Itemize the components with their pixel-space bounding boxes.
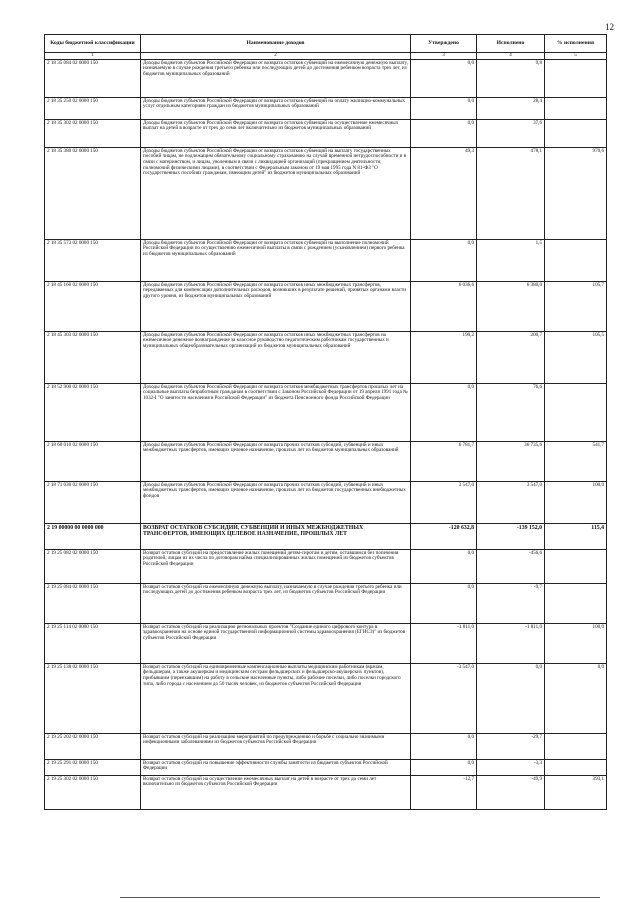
table-row: [45, 523, 607, 549]
percent-cell: [545, 119, 607, 147]
income-table: [44, 34, 607, 810]
name-cell: Доходы бюджетов субъектов Российской Федерации от возврата остатков иных межбюджетных трансфертов, передаваемых для компенсации дополнительных расходов, возникших в результате решений, принятых органами власти другого уровня, из бюджетов муниципальных образований: [141, 281, 411, 331]
executed-cell: 200,7: [477, 331, 545, 383]
executed-cell: -9,7: [477, 583, 545, 623]
code-cell: 2 18 45 160 02 0000 150: [45, 281, 141, 331]
name-cell: Доходы бюджетов субъектов Российской Федерации от возврата прочих остатков субсидий, субвенций и иных межбюджетных трансфертов, имеющих целевое назначение, прошлых лет из бюджетов государственных внебюджетных фондов: [141, 481, 411, 523]
table-row: [45, 733, 607, 759]
executed-cell: -29,7: [477, 733, 545, 759]
executed-cell: 3 547,0: [477, 481, 545, 523]
executed-cell: -139 152,0: [477, 523, 545, 549]
name-cell: Возврат остатков субсидий на единовременные компенсационные выплаты медицинским работникам (врачам, фельдшерам, а также акушеркам и медицинским сестрам фельдшерских и фельдшерско-акушерских пунктов), прибывшим (переехавшим) на работу в сельские населенные пункты, либо рабочие поселки, либо поселки городского типа, либо города с населением до 50 тысяч человек, из бюджетов субъектов Российской Федерации: [141, 663, 411, 733]
approved-cell: -3 547,0: [411, 663, 477, 733]
table-row: [45, 583, 607, 623]
approved-cell: 0,0: [411, 759, 477, 775]
table-row: [45, 481, 607, 523]
code-cell: 2 19 25 114 02 0000 150: [45, 623, 141, 663]
executed-cell: 76,6: [477, 383, 545, 441]
approved-cell: 0,0: [411, 383, 477, 441]
table-row: [45, 147, 607, 239]
name-cell: Доходы бюджетов субъектов Российской Федерации от возврата прочих остатков субсидий, субвенций и иных межбюджетных трансфертов, имеющих целевое назначение, прошлых лет из бюджетов муниципальных образований: [141, 441, 411, 481]
table-row: [45, 759, 607, 775]
executed-cell: -49,9: [477, 775, 545, 809]
percent-cell: [545, 97, 607, 119]
percent-cell: [545, 239, 607, 281]
table-row: [45, 549, 607, 583]
percent-cell: [545, 549, 607, 583]
approved-cell: 6 781,7: [411, 441, 477, 481]
percent-cell: [545, 733, 607, 759]
approved-cell: -120 632,8: [411, 523, 477, 549]
header-codes: Коды бюджетной классификации: [45, 35, 141, 53]
code-cell: 2 18 52 900 02 0000 150: [45, 383, 141, 441]
approved-cell: 6 036,6: [411, 281, 477, 331]
name-cell: Доходы бюджетов субъектов Российской Федерации от возврата остатков субвенций на выплату государственных пособий лицам, не подлежащим обязательному социальному страхованию на случай временной нетрудоспособности и в связи с материнством, и лицам, уволенным в связи с ликвидацией организаций (прекращением деятельности, полномочий физическими лицами), в соответствии с Федеральным законом от 19 мая 1995 года N 81-ФЗ "О государственных пособиях гражданам, имеющим детей" из бюджетов муниципальных образований: [141, 147, 411, 239]
name-cell: Доходы бюджетов субъектов Российской Федерации от возврата остатков субвенций на осуществление ежемесячных выплат на детей в возрасте от трех до семи лет включительно из бюджетов муниципальных образований: [141, 119, 411, 147]
executed-cell: 6 380,0: [477, 281, 545, 331]
name-cell: Доходы бюджетов субъектов Российской Федерации от возврата остатков иных межбюджетных трансфертов на ежемесячное денежное вознаграждение за классное руководство педагогическим работникам государственных и муниципальных общеобразовательных организаций из бюджетов муниципальных образований: [141, 331, 411, 383]
approved-cell: 190,2: [411, 331, 477, 383]
name-cell: Доходы бюджетов субъектов Российской Федерации от возврата остатков субвенций на оплату жилищно-коммунальных услуг отдельным категориям граждан из бюджетов муниципальных образований: [141, 97, 411, 119]
code-cell: 2 18 35 302 02 0000 150: [45, 119, 141, 147]
approved-cell: 49,3: [411, 147, 477, 239]
header-percent: % исполнения: [545, 35, 607, 53]
approved-cell: 0,0: [411, 733, 477, 759]
header-approved: Утверждено: [411, 35, 477, 53]
percent-cell: 100,0: [545, 481, 607, 523]
name-cell: Доходы бюджетов субъектов Российской Федерации от возврата остатков субвенций на выполнение полномочий Российской Федерации по осуществлению ежемесячной выплаты в связи с рождением (усыновлением) первого ребенка из бюджетов муниципальных образований: [141, 239, 411, 281]
code-cell: 2 18 35 573 02 0000 150: [45, 239, 141, 281]
bottom-rule: [120, 897, 600, 898]
header-name: Наименование доходов: [141, 35, 411, 53]
executed-cell: 37,6: [477, 119, 545, 147]
executed-cell: -1 811,0: [477, 623, 545, 663]
executed-cell: 36 735,6: [477, 441, 545, 481]
code-cell: 2 19 25 084 02 0000 150: [45, 583, 141, 623]
percent-cell: [545, 583, 607, 623]
executed-cell: -3,3: [477, 759, 545, 775]
percent-cell: 970,6: [545, 147, 607, 239]
executed-cell: 1,5: [477, 239, 545, 281]
name-cell: Возврат остатков субсидий на реализацию мероприятий по предупреждению и борьбе с социально значимыми инфекционными заболеваниями из бюджетов субъектов Российской Федерации: [141, 733, 411, 759]
percent-cell: 393,1: [545, 775, 607, 809]
percent-cell: 105,7: [545, 281, 607, 331]
column-number: 1: [45, 53, 141, 60]
executed-cell: 0,0: [477, 663, 545, 733]
table-row: [45, 775, 607, 809]
name-cell: Доходы бюджетов субъектов Российской Федерации от возврата остатков межбюджетных трансфертов прошлых лет на социальные выплаты безработным гражданам в соответствии с Законом Российской Федерации от 19 апреля 1991 года № 1032-I "О занятости населения в Российской Федерации" из бюджета Пенсионного фонда Российской Федерации: [141, 383, 411, 441]
table-row: [45, 623, 607, 663]
percent-cell: 115,4: [545, 523, 607, 549]
code-cell: 2 18 35 250 02 0000 150: [45, 97, 141, 119]
approved-cell: 0,0: [411, 239, 477, 281]
code-cell: 2 19 25 291 02 0000 150: [45, 759, 141, 775]
executed-cell: 28,4: [477, 97, 545, 119]
page-number: 12: [605, 22, 614, 32]
column-number: 4: [477, 53, 545, 60]
table-row: [45, 383, 607, 441]
percent-cell: [545, 383, 607, 441]
code-cell: 2 19 00000 00 0000 000: [45, 523, 141, 549]
executed-cell: -456,6: [477, 549, 545, 583]
approved-cell: -12,7: [411, 775, 477, 809]
percent-cell: [545, 759, 607, 775]
table-row: [45, 119, 607, 147]
header-executed: Исполнено: [477, 35, 545, 53]
column-number: 5: [545, 53, 607, 60]
table-row: [45, 663, 607, 733]
code-cell: 2 19 25 138 02 0000 150: [45, 663, 141, 733]
approved-cell: 3 547,0: [411, 481, 477, 523]
table-body: [45, 59, 607, 809]
name-cell: Возврат остатков субсидий на повышение эффективности службы занятости из бюджетов субъектов Российской Федерации: [141, 759, 411, 775]
approved-cell: 0,0: [411, 549, 477, 583]
name-cell: Возврат остатков субсидий на осуществление ежемесячных выплат на детей в возрасте от трех до семи лет включительно из бюджетов субъектов Российской Федерации: [141, 775, 411, 809]
approved-cell: 0,0: [411, 583, 477, 623]
percent-cell: 100,0: [545, 623, 607, 663]
table-row: [45, 331, 607, 383]
name-cell: Возврат остатков субсидий на предоставление жилых помещений детям-сиротам и детям, оставшимся без попечения родителей, лицам из их числа по договорам найма специализированных жилых помещений из бюджетов субъектов Российской Федерации: [141, 549, 411, 583]
name-cell: Доходы бюджетов субъектов Российской Федерации от возврата остатков субвенций на ежемесячную денежную выплату, назначаемую в случае рождения третьего ребенка или последующих детей до достижения ребенком возраста трех лет, из бюджетов муниципальных образований: [141, 59, 411, 97]
code-cell: 2 18 35 380 02 0000 150: [45, 147, 141, 239]
name-cell: Возврат остатков субсидий на реализацию региональных проектов "Создание единого цифрового контура в здравоохранении на основе единой государственной информационной системы здравоохранения (ЕГИСЗ)" из бюджетов субъектов Российской Федерации: [141, 623, 411, 663]
table-row: [45, 441, 607, 481]
column-number: 3: [411, 53, 477, 60]
percent-cell: 0,0: [545, 663, 607, 733]
code-cell: 2 18 35 084 02 0000 150: [45, 59, 141, 97]
percent-cell: 105,5: [545, 331, 607, 383]
executed-cell: 9,8: [477, 59, 545, 97]
code-cell: 2 19 25 202 02 0000 150: [45, 733, 141, 759]
code-cell: 2 18 71 030 02 0000 150: [45, 481, 141, 523]
code-cell: 2 18 45 303 02 0000 150: [45, 331, 141, 383]
approved-cell: 0,0: [411, 59, 477, 97]
percent-cell: 541,7: [545, 441, 607, 481]
table-row: [45, 97, 607, 119]
table-row: [45, 239, 607, 281]
code-cell: 2 18 60 010 02 0000 150: [45, 441, 141, 481]
code-cell: 2 19 25 082 02 0000 150: [45, 549, 141, 583]
approved-cell: 0,0: [411, 119, 477, 147]
approved-cell: 0,0: [411, 97, 477, 119]
table-row: [45, 59, 607, 97]
executed-cell: 478,1: [477, 147, 545, 239]
name-cell: ВОЗВРАТ ОСТАТКОВ СУБСИДИЙ, СУБВЕНЦИЙ И ИНЫХ МЕЖБЮДЖЕТНЫХ ТРАНСФЕРТОВ, ИМЕЮЩИХ ЦЕЛЕВОЕ НАЗНАЧЕНИЕ, ПРОШЛЫХ ЛЕТ: [141, 523, 411, 549]
table-row: [45, 281, 607, 331]
approved-cell: -1 811,0: [411, 623, 477, 663]
code-cell: 2 19 25 302 02 0000 150: [45, 775, 141, 809]
column-number: 2: [141, 53, 411, 60]
percent-cell: [545, 59, 607, 97]
name-cell: Возврат остатков субсидий на ежемесячную денежную выплату, назначаемую в случае рождения третьего ребенка или последующих детей до достижения ребенком возраста трех лет, из бюджетов субъектов Российской Федерации: [141, 583, 411, 623]
